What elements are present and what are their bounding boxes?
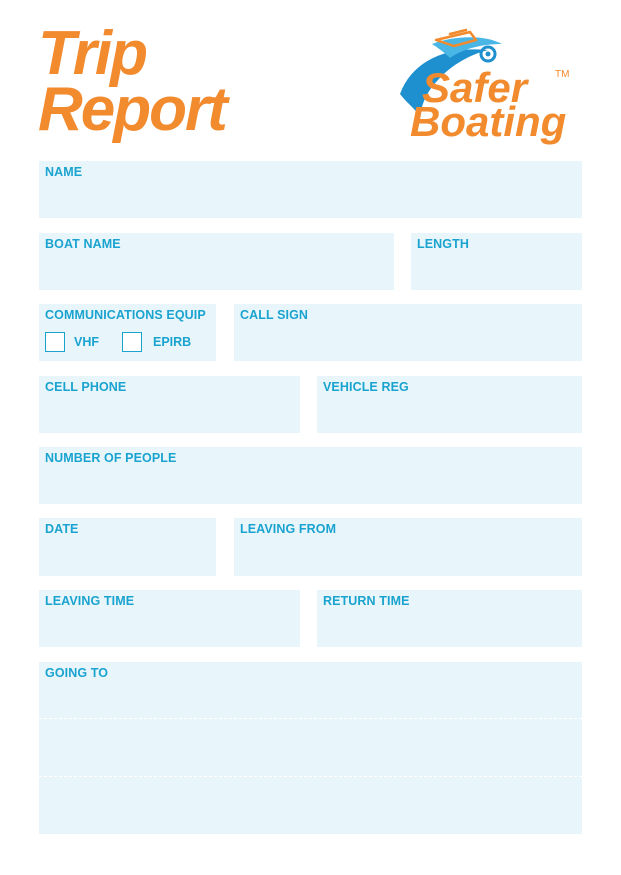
leaving-time-field[interactable] — [39, 590, 300, 647]
going-to-field[interactable] — [39, 662, 582, 834]
boat-name-label: BOAT NAME — [45, 237, 121, 251]
date-field[interactable] — [39, 518, 216, 576]
length-field[interactable] — [411, 233, 582, 290]
cell-phone-label: CELL PHONE — [45, 380, 127, 394]
number-of-people-field[interactable] — [39, 447, 582, 504]
name-field[interactable] — [39, 161, 582, 218]
epirb-label: EPIRB — [153, 335, 192, 349]
logo-text-boating: Boating — [410, 98, 567, 145]
leaving-from-label: LEAVING FROM — [240, 522, 337, 536]
vehicle-reg-field[interactable] — [317, 376, 582, 433]
communications-field — [39, 304, 216, 361]
cell-phone-field[interactable] — [39, 376, 300, 433]
name-label: NAME — [45, 165, 83, 179]
date-label: DATE — [45, 522, 79, 536]
logo-tm: TM — [555, 69, 570, 80]
epirb-checkbox[interactable] — [122, 332, 142, 352]
vhf-label: VHF — [74, 335, 99, 349]
return-time-field[interactable] — [317, 590, 582, 647]
logo-text-safer: Safer — [422, 64, 528, 111]
page-title — [38, 19, 226, 144]
title-line-2: Report — [38, 75, 226, 144]
length-label: LENGTH — [417, 237, 469, 251]
communications-label: COMMUNICATIONS EQUIP — [45, 308, 206, 322]
call-sign-label: CALL SIGN — [240, 308, 309, 322]
going-to-divider-1 — [39, 718, 582, 719]
vehicle-reg-label: VEHICLE REG — [323, 380, 409, 394]
return-time-label: RETURN TIME — [323, 594, 410, 608]
boat-name-field[interactable] — [39, 233, 394, 290]
going-to-label: GOING TO — [45, 666, 109, 680]
leaving-time-label: LEAVING TIME — [45, 594, 135, 608]
leaving-from-field[interactable] — [234, 518, 582, 576]
call-sign-field[interactable] — [234, 304, 582, 361]
vhf-checkbox[interactable] — [45, 332, 65, 352]
safer-boating-logo — [392, 24, 592, 152]
title-line-1: Trip — [38, 19, 146, 88]
going-to-divider-2 — [39, 776, 582, 777]
number-of-people-label: NUMBER OF PEOPLE — [45, 451, 177, 465]
